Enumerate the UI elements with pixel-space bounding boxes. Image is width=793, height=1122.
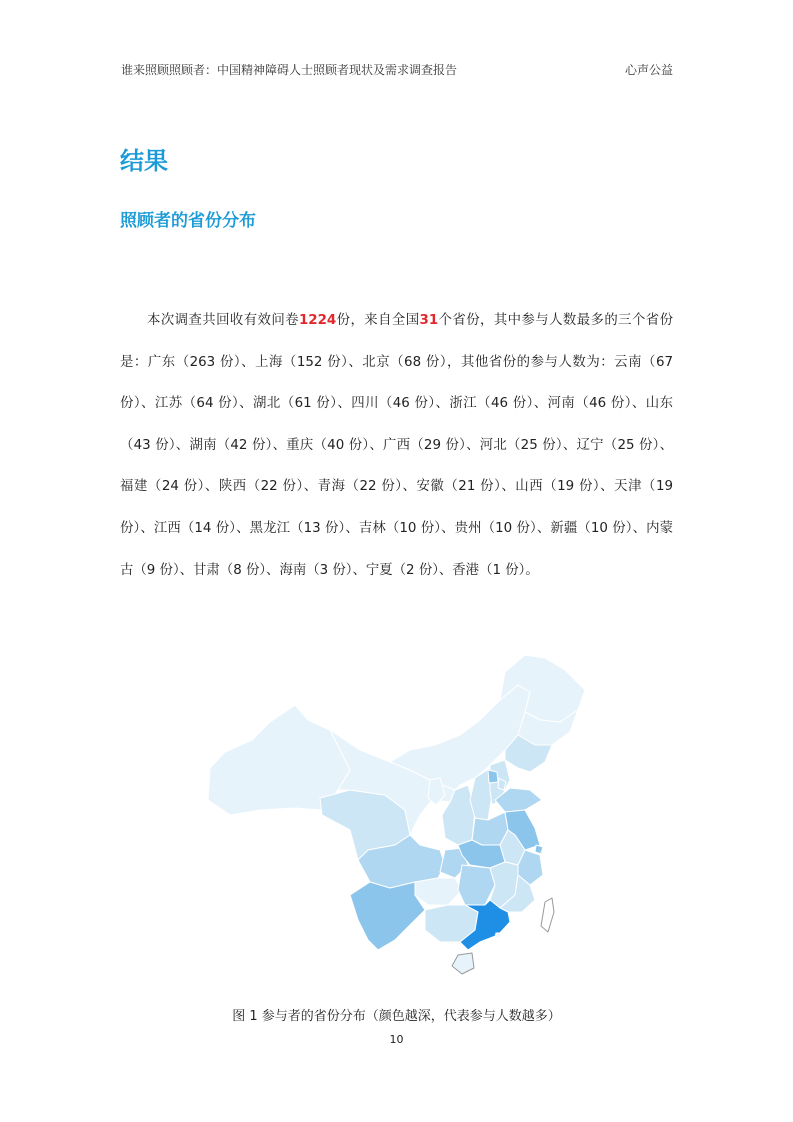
china-province-map — [200, 650, 592, 980]
total-count: 1224 — [298, 313, 337, 328]
map-region-yunnan — [350, 882, 425, 950]
province-count: 31 — [419, 313, 439, 328]
subsection-title: 照顾者的省份分布 — [120, 211, 256, 231]
page-number: 10 — [389, 1033, 404, 1046]
running-header-title: 谁来照顾照顾者：中国精神障碍人士照顾者现状及需求调查报告 — [121, 63, 458, 77]
section-title: 结果 — [120, 147, 168, 175]
map-region-hunan — [458, 865, 495, 905]
map-region-hainan — [452, 953, 474, 974]
map-region-beijing — [488, 770, 498, 783]
body-text-3: 个省份，其中参与人数最多的三个省份是：广东（263 份）、上海（152 份）、北京（68 份），其他省份的参与人数为：云南（67 份）、江苏（64 份）、湖北（61 份）、四川（46 份）、浙江（46 份）、河南（46 份）、山东（43 份）、湖南（42 份）、重庆（40 份）、广西（29 份）、河北（25 份）、辽宁（25 份）、福建（24 份）、陕西（22 份）、青海（22 份）、安徽（21 份）、山西（19 份）、天津（19 份）、江西（14 份）、黑龙江（13 份）、吉林（10 份）、贵州（10 份）、新疆（10 份）、内蒙古（9 份）、甘肃（8 份）、海南（3 份）、宁夏（2 份）、香港（1 份）。 — [120, 313, 674, 578]
map-region-guizhou — [415, 878, 462, 905]
body-text-1: 本次调查共回收有效问卷 — [147, 313, 299, 328]
figure-caption: 图 1 参与者的省份分布（颜色越深，代表参与人数越多） — [232, 1009, 561, 1024]
body-paragraph — [120, 300, 673, 591]
map-region-taiwan — [541, 898, 554, 932]
running-header-org: 心声公益 — [624, 63, 673, 77]
body-text-2: 份，来自全国 — [336, 313, 420, 328]
